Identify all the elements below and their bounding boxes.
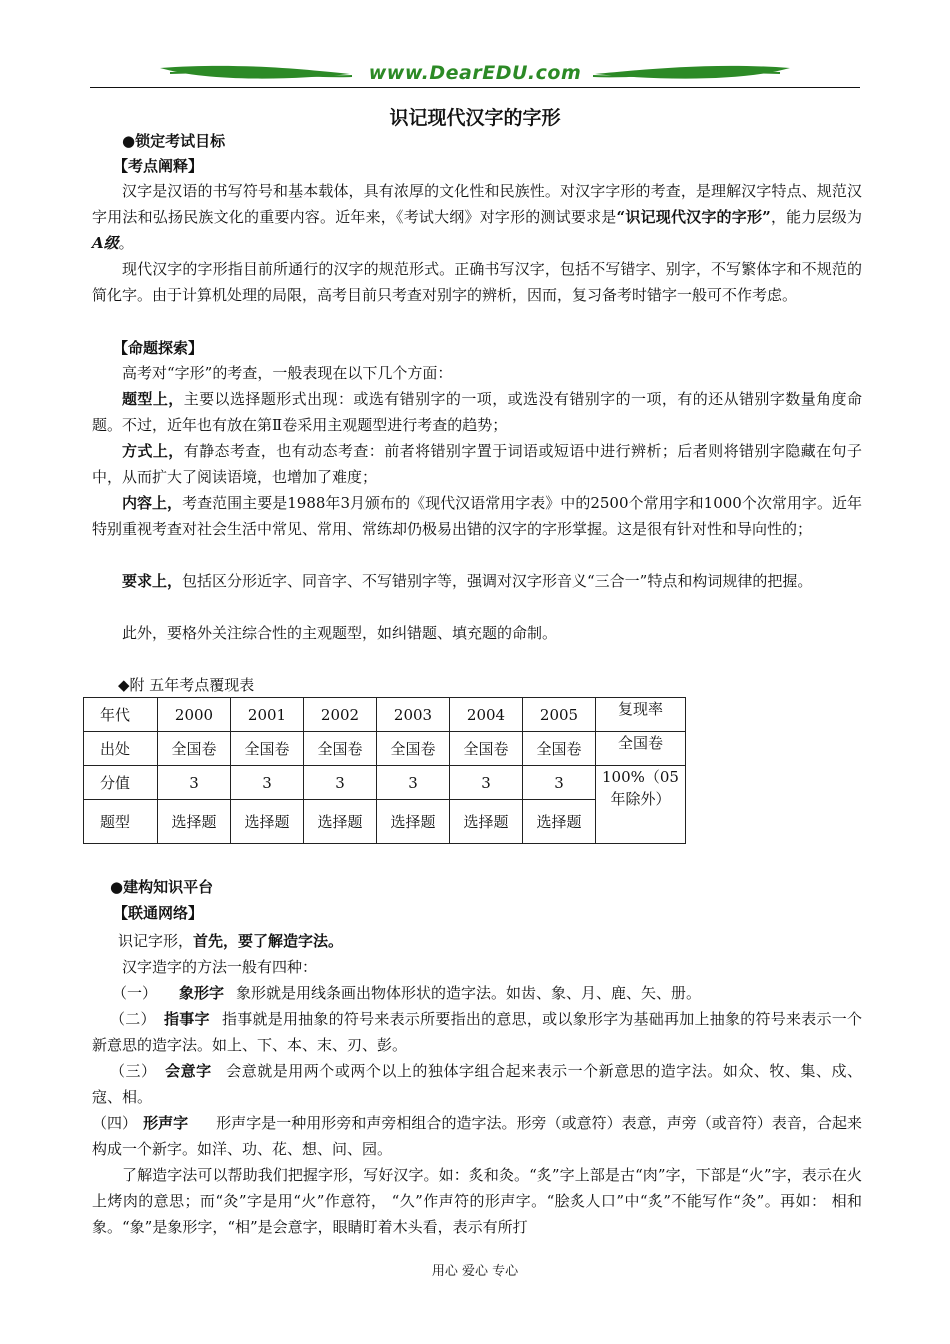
table-cell: 全国卷 [596, 732, 686, 766]
text: 包括区分形近字、同音字、不写错别字等，强调对汉字形音义“三合一”特点和构词规律的把握。 [182, 572, 813, 590]
text: 有静态考查，也有动态考查：前者将错别字置于词语或短语中进行辨析；后者则将错别字隐藏在句子中，从而扩大了阅读语境，也增加了难度； [92, 442, 862, 486]
label-mingti: 【命题探索】 [113, 339, 204, 357]
table-row [84, 698, 686, 732]
mingti-item-content [92, 490, 862, 542]
table-cell: 2003 [377, 698, 450, 732]
mingti-item-requirement [92, 568, 862, 594]
name: 形声字 [143, 1114, 189, 1132]
table-cell: 2001 [231, 698, 304, 732]
liantong-example-paragraph: 了解造字法可以帮助我们把握字形，写好汉字。如：炙和灸。“炙”字上部是古“肉”字，下部是“火”字，表示在火上烤肉的意思；而“灸”字是用“火”作意符， “久”作声符的形声字。“脍炙人口”中“炙”不能写作“灸”。再如： 相和象。“象”是象形字，“相”是会意字，眼睛盯着木头看，表示有所打 [92, 1166, 862, 1236]
page-title: 识记现代汉字的字形 [389, 107, 561, 129]
table-cell: 全国卷 [158, 732, 231, 766]
text: 。 [118, 234, 134, 252]
table-cell: 全国卷 [231, 732, 304, 766]
lead: 方式上， [122, 442, 184, 460]
highlight: 首先，要了解造字法。 [193, 932, 344, 950]
table-cell-rate-value: 100%（05年除外） [596, 766, 686, 844]
text: 汉字是汉语的书写符号和基本载体，具有浓厚的文化性和民族性。对汉字字形的考查，是理解汉字特点、规范汉字用法和弘扬民族文化的重要内容。近年来，《考试大纲》对字形的测试要求是 [92, 182, 862, 226]
table-cell: 选择题 [377, 800, 450, 844]
liantong-intro [92, 928, 862, 954]
method-pictograph [92, 980, 862, 1006]
table-cell: 年代 [84, 698, 158, 732]
table-row [84, 732, 686, 766]
text: 指事就是用抽象的符号来表示所要指出的意思，或以象形字为基础再加上抽象的符号来表示一个新意思的造字法。如上、下、本、末、刃、彭。 [92, 1010, 862, 1054]
section-heading-goal: ●锁定考试目标 [122, 132, 226, 150]
method-compound [92, 1058, 862, 1110]
recurrence-table [83, 697, 686, 844]
text: 主要以选择题形式出现：或选有错别字的一项，或选没有错别字的一项，有的还从错别字数量角度命题。不过，近年也有放在第Ⅱ卷采用主观题型进行考查的趋势； [92, 390, 862, 434]
liantong-methods-intro: 汉字造字的方法一般有四种： [122, 958, 318, 976]
table-cell: 全国卷 [450, 732, 523, 766]
name: 指事字 [163, 1010, 210, 1028]
table-cell: 选择题 [158, 800, 231, 844]
lead: 内容上， [122, 494, 183, 512]
table-cell: 选择题 [304, 800, 377, 844]
label-kaodian: 【考点阐释】 [113, 157, 204, 175]
section-heading-platform: ●建构知识平台 [110, 878, 214, 896]
header-divider [90, 87, 860, 88]
num: （四） [92, 1114, 138, 1132]
name: 会意字 [164, 1062, 212, 1080]
table-cell: 复现率 [596, 698, 686, 732]
method-indicative [92, 1006, 862, 1058]
name: 象形字 [179, 984, 225, 1002]
table-row [84, 766, 686, 800]
site-logo: www.DearEDU.com [368, 62, 582, 84]
method-phonosemantic [92, 1110, 862, 1162]
mingti-item-method [92, 438, 862, 490]
table-cell: 2002 [304, 698, 377, 732]
num: （一） [112, 984, 158, 1002]
table-cell: 出处 [84, 732, 158, 766]
table-caption: ◆附 五年考点覆现表 [118, 676, 255, 694]
mingti-intro: 高考对“字形”的考查，一般表现在以下几个方面： [122, 364, 453, 382]
text: 会意就是用两个或两个以上的独体字组合起来表示一个新意思的造字法。如众、牧、集、戍、寇、相。 [92, 1062, 862, 1106]
text: 考查范围主要是1988年3月颁布的《现代汉语常用字表》中的2500个常用字和1000个次常用字。近年特别重视考查对社会生活中常见、常用、常练却仍极易出错的汉字的字形掌握。这是很有针对性和导向性的； [92, 494, 862, 538]
highlight-requirement: “识记现代汉字的字形” [616, 208, 771, 226]
lead: 要求上， [122, 572, 183, 590]
num: （三） [110, 1062, 157, 1080]
label-liantong: 【联通网络】 [113, 904, 204, 922]
text: 形声字是一种用形旁和声旁相组合的造字法。形旁（或意符）表意，声旁（或音符）表音，合起来构成一个新字。如洋、功、花、想、问、园。 [92, 1114, 862, 1158]
table-cell: 2005 [523, 698, 596, 732]
table-cell: 题型 [84, 800, 158, 844]
table-cell: 分值 [84, 766, 158, 800]
kaodian-paragraph-1 [92, 178, 862, 256]
table-cell: 3 [523, 766, 596, 800]
page-footer: 用心 爱心 专心 [431, 1264, 519, 1279]
table-cell: 2000 [158, 698, 231, 732]
text: 识记字形， [118, 932, 194, 950]
mingti-item-type [92, 386, 862, 438]
table-cell: 2004 [450, 698, 523, 732]
table-cell: 3 [158, 766, 231, 800]
table-cell: 3 [304, 766, 377, 800]
table-cell: 全国卷 [523, 732, 596, 766]
num: （二） [110, 1010, 156, 1028]
mingti-extra: 此外，要格外关注综合性的主观题型，如纠错题、填充题的命制。 [122, 624, 558, 642]
table-cell: 全国卷 [304, 732, 377, 766]
table-cell: 选择题 [450, 800, 523, 844]
table-cell: 全国卷 [377, 732, 450, 766]
table-cell: 选择题 [523, 800, 596, 844]
lead: 题型上， [122, 390, 184, 408]
table-cell: 选择题 [231, 800, 304, 844]
kaodian-paragraph-2: 现代汉字的字形指目前所通行的汉字的规范形式。正确书写汉字，包括不写错字、别字，不写繁体字和不规范的简化字。由于计算机处理的局限，高考目前只考查对别字的辨析，因而，复习备考时错字一般可不作考虑。 [92, 260, 862, 304]
table-row [84, 800, 686, 844]
table-cell: 3 [450, 766, 523, 800]
text: ，能力层级为 [770, 208, 862, 226]
text: 象形就是用线条画出物体形状的造字法。如齿、象、月、鹿、矢、册。 [236, 984, 702, 1002]
highlight-level: A级 [92, 234, 119, 252]
table-cell: 3 [377, 766, 450, 800]
table-cell: 3 [231, 766, 304, 800]
